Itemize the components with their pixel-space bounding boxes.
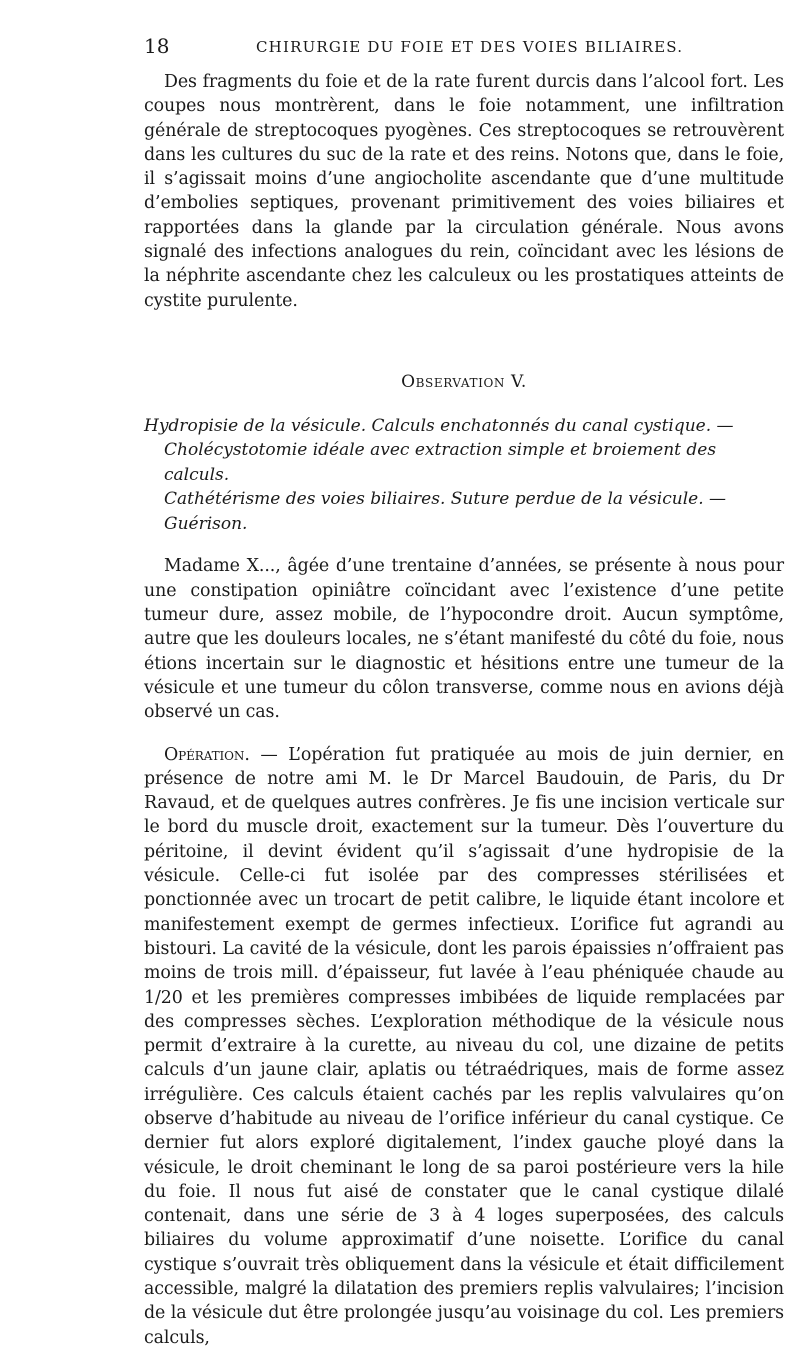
observation-subtitle (144, 414, 784, 537)
paragraph-autopsy: Des fragments du foie et de la rate furent durcis dans l’alcool fort. Les coupes nous montrèrent, dans le foie notamment, une infiltration générale de streptocoques pyogènes. Ces streptocoques se retrouvèrent dans les cultures du suc de la rate et des reins. Notons que, dans le foie, il s’agissait moins d’une angiocholite ascendante que d’une multitude d’embolies septiques, provenant primitivement des voies biliaires et rapportées dans la glande par la circulation générale. Nous avons signalé des infections analogues du rein, coïncidant avec les lésions de la néphrite ascendante chez les calculeux ou les prostatiques atteints de cystite purulente. (144, 72, 784, 311)
subtitle-line-3: Cathétérisme des voies biliaires. Suture perdue de la vésicule. — Guérison. (164, 489, 727, 534)
observation-title: Observation V. (401, 371, 527, 392)
operation-lead: Opération. (164, 744, 250, 765)
paragraph-patient: Madame X..., âgée d’une trentaine d’années, se présente à nous pour une constipation opiniâtre coïncidant avec l’existence d’une petite tumeur dure, assez mobile, de l’hypocondre droit. Aucun symptôme, autre que les douleurs locales, ne s’étant manifesté du côté du foie, nous étions incertain sur le diagnostic et hésitions entre une tumeur de la vésicule et une tumeur du côlon transverse, comme nous en avions déjà observé un cas. (144, 556, 784, 723)
subtitle-line-1: Hydropisie de la vésicule. Calculs enchatonnés du canal cystique. — (144, 415, 734, 436)
page-number: 18 (144, 34, 170, 58)
running-head: CHIRURGIE DU FOIE ET DES VOIES BILIAIRES. (256, 38, 684, 56)
paragraph-operation (144, 743, 784, 1350)
page-header (144, 34, 784, 58)
operation-text: — L’opération fut pratiquée au mois de juin dernier, en présence de notre ami M. le Dr Marcel Baudouin, de Paris, du Dr Ravaud, et de quelques autres confrères. Je fis une incision verticale sur le bord du muscle droit, exactement sur la tumeur. Dès l’ouverture du péritoine, il devint évident qu’il s’agissait d’une hydropisie de la vésicule. Celle-ci fut isolée par des compresses stérilisées et ponctionnée avec un trocart de petit calibre, le liquide étant incolore et manifestement exempt de germes infectieux. L’orifice fut agrandi au bistouri. La cavité de la vésicule, dont les parois épaissies n’offraient pas moins de trois mill. d’épaisseur, fut lavée à l’eau phéniquée chaude au 1/20 et les premières compresses imbibées de liquide remplacées par des compresses sèches. L’exploration méthodique de la vésicule nous permit d’extraire à la curette, au niveau du col, une dizaine de petits calculs d’un jaune clair, aplatis ou tétraédriques, mais de forme assez irrégulière. Ces calculs étaient cachés par les replis valvulaires qu’on observe d’habitude au niveau de l’orifice inférieur du canal cystique. Ce dernier fut alors exploré digitalement, l’index gauche ployé dans la vésicule, le droit cheminant le long de sa paroi postérieure vers la hile du foie. Il nous fut aisé de constater que le canal cystique dilalé contenait, dans une série de 3 à 4 loges superposées, des calculs biliaires du volume approximatif d’une noisette. L’orifice du canal cystique s’ouvrait très obliquement dans la vésicule et était difficilement accessible, malgré la dilatation des premiers replis valvulaires; l’incision de la vésicule dut être prolongée jusqu’au voisinage du col. Les premiers calculs, (144, 744, 784, 1348)
page-body (144, 70, 784, 1350)
subtitle-line-2: Cholécystotomie idéale avec extraction simple et broiement des calculs. (164, 440, 717, 485)
